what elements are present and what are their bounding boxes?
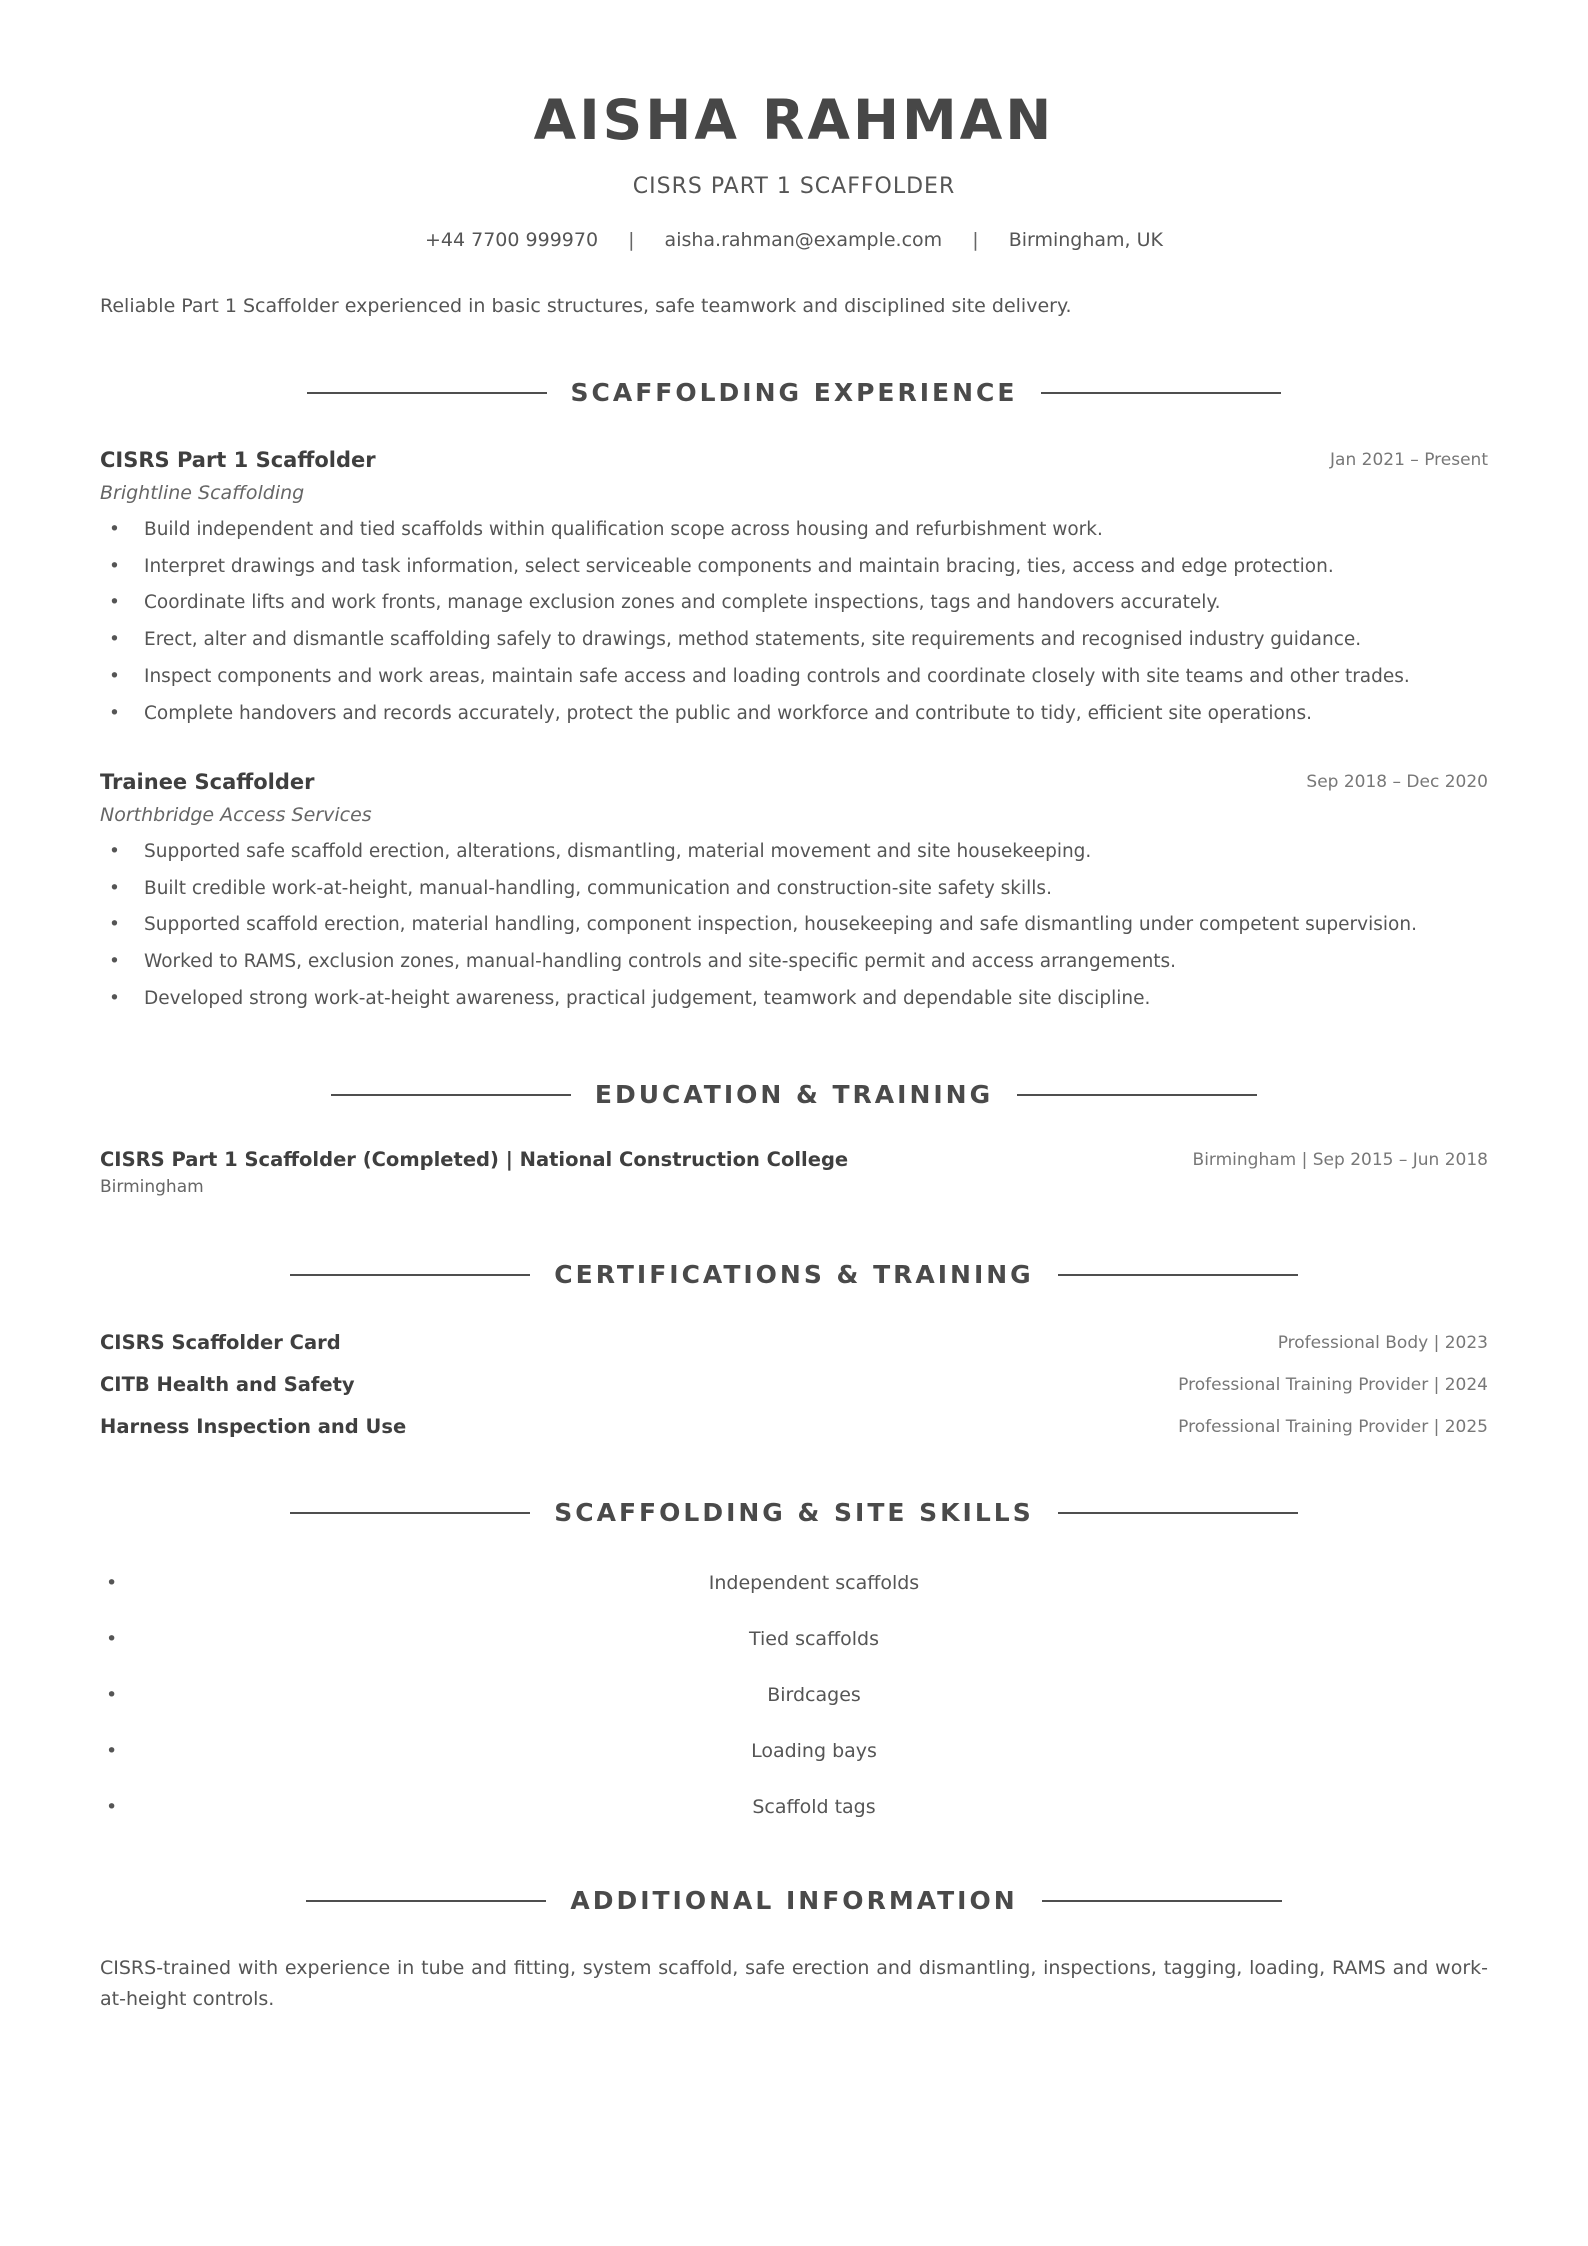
location: Birmingham, UK [1008, 229, 1164, 251]
bullet-item: • Complete handovers and records accurately, protect the public and workforce and contribute to tidy, efficient site operations. [144, 696, 1488, 733]
bullet-item: • Supported scaffold erection, material handling, component inspection, housekeeping and safe dismantling under competent supervision. [144, 907, 1488, 944]
divider-line [1058, 1512, 1298, 1514]
job-bullets [100, 512, 1488, 732]
skill-label: Tied scaffolds [748, 1628, 880, 1650]
education-location: Birmingham [100, 1177, 204, 1197]
bullet-dot: • [106, 1796, 118, 1818]
section-title: ADDITIONAL INFORMATION [570, 1886, 1018, 1915]
job-date: Jan 2021 – Present [1330, 450, 1488, 470]
education-entry [100, 1148, 1488, 1197]
bullet-item: • Interpret drawings and task information, select serviceable components and maintain bracing, ties, access and edge protection. [144, 549, 1488, 586]
certification-entry [100, 1331, 1488, 1354]
divider-line [290, 1274, 530, 1276]
section-header-education [100, 1080, 1488, 1109]
divider-line [1041, 392, 1281, 394]
summary: Reliable Part 1 Scaffolder experienced in basic structures, safe teamwork and disciplined site delivery. [100, 295, 1072, 317]
certification-meta: Professional Training Provider | 2024 [1178, 1375, 1488, 1395]
certification-meta: Professional Body | 2023 [1277, 1333, 1488, 1353]
certification-name: Harness Inspection and Use [100, 1415, 407, 1438]
section-title: EDUCATION & TRAINING [594, 1080, 994, 1109]
skill-item [100, 1572, 1488, 1602]
bullet-item: • Inspect components and work areas, maintain safe access and loading controls and coordinate closely with site teams and other trades. [144, 659, 1488, 696]
job-date: Sep 2018 – Dec 2020 [1306, 772, 1488, 792]
section-title: SCAFFOLDING & SITE SKILLS [554, 1498, 1034, 1527]
certification-name: CITB Health and Safety [100, 1373, 355, 1396]
job-company: Brightline Scaffolding [100, 482, 305, 504]
skill-item [100, 1684, 1488, 1714]
certification-meta: Professional Training Provider | 2025 [1178, 1417, 1488, 1437]
job-company: Northbridge Access Services [100, 804, 372, 826]
skill-label: Independent scaffolds [708, 1572, 920, 1594]
job-title: Trainee Scaffolder [100, 770, 315, 794]
bullet-dot: • [106, 1684, 118, 1706]
bullet-item: • Supported safe scaffold erection, alterations, dismantling, material movement and site housekeeping. [144, 834, 1488, 871]
contact-separator: | [972, 229, 979, 251]
bullet-item: • Developed strong work-at-height awareness, practical judgement, teamwork and dependable site discipline. [144, 981, 1488, 1018]
phone-number: +44 7700 999970 [424, 229, 599, 251]
divider-line [331, 1094, 571, 1096]
section-header-additional [100, 1886, 1488, 1915]
divider-line [1042, 1900, 1282, 1902]
job-entry [100, 770, 1488, 1018]
skill-item [100, 1628, 1488, 1658]
divider-line [306, 1900, 546, 1902]
job-title: CISRS Part 1 Scaffolder [100, 448, 376, 472]
bullet-dot: • [106, 1628, 118, 1650]
section-header-skills [100, 1498, 1488, 1527]
section-title: SCAFFOLDING EXPERIENCE [570, 378, 1018, 407]
skill-label: Birdcages [767, 1684, 861, 1706]
education-date: Birmingham | Sep 2015 – Jun 2018 [1192, 1150, 1488, 1170]
divider-line [307, 392, 547, 394]
bullet-dot: • [106, 1572, 118, 1594]
education-title: CISRS Part 1 Scaffolder (Completed) | National Construction College [100, 1148, 849, 1171]
skill-item [100, 1796, 1488, 1826]
additional-information: CISRS-trained with experience in tube and fitting, system scaffold, safe erection and dismantling, inspections, tagging, loading, RAMS and work-at-height controls. [100, 1957, 1488, 2010]
candidate-name: AISHA RAHMAN [533, 88, 1055, 152]
job-entry [100, 448, 1488, 732]
certification-entry [100, 1415, 1488, 1438]
certification-entry [100, 1373, 1488, 1396]
divider-line [290, 1512, 530, 1514]
divider-line [1017, 1094, 1257, 1096]
skill-label: Loading bays [751, 1740, 877, 1762]
email-address: aisha.rahman@example.com [664, 229, 943, 251]
section-title: CERTIFICATIONS & TRAINING [554, 1260, 1034, 1289]
contact-separator: | [628, 229, 635, 251]
contact-line [100, 229, 1488, 251]
skill-label: Scaffold tags [752, 1796, 876, 1818]
divider-line [1058, 1274, 1298, 1276]
job-bullets [100, 834, 1488, 1018]
section-header-certifications [100, 1260, 1488, 1289]
bullet-dot: • [106, 1740, 118, 1762]
section-header-experience [100, 378, 1488, 407]
bullet-item: • Erect, alter and dismantle scaffolding safely to drawings, method statements, site requirements and recognised industry guidance. [144, 622, 1488, 659]
bullet-item: • Worked to RAMS, exclusion zones, manual-handling controls and site-specific permit and access arrangements. [144, 944, 1488, 981]
skill-item [100, 1740, 1488, 1770]
candidate-role: CISRS PART 1 SCAFFOLDER [632, 174, 956, 199]
certification-name: CISRS Scaffolder Card [100, 1331, 341, 1354]
bullet-item: • Built credible work-at-height, manual-handling, communication and construction-site safety skills. [144, 871, 1488, 908]
bullet-item: • Build independent and tied scaffolds within qualification scope across housing and refurbishment work. [144, 512, 1488, 549]
bullet-item: • Coordinate lifts and work fronts, manage exclusion zones and complete inspections, tags and handovers accurately. [144, 585, 1488, 622]
